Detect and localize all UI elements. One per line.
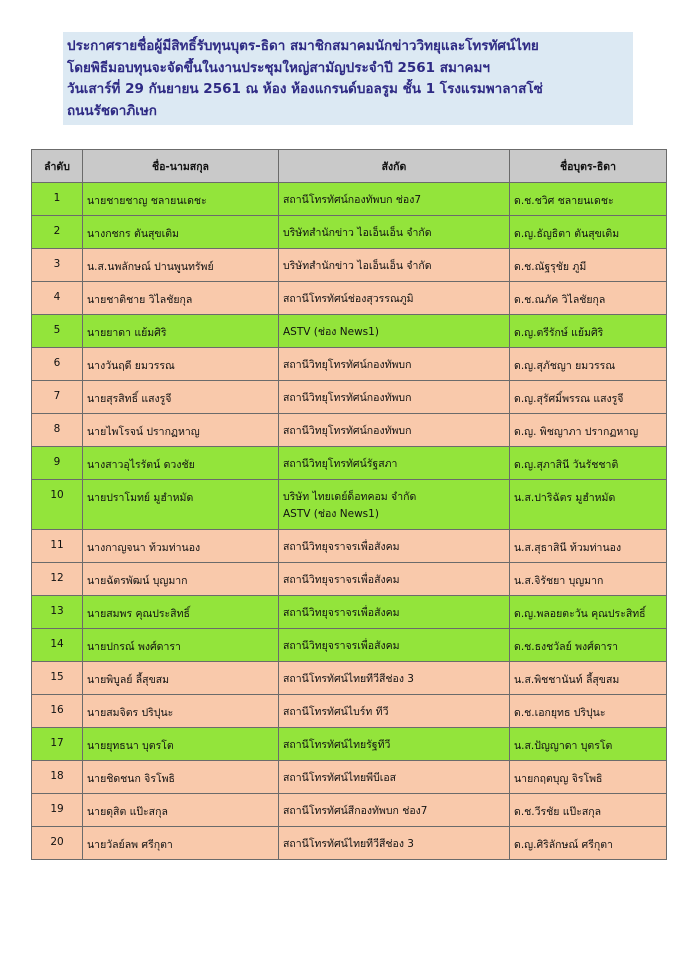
table-row — [32, 183, 667, 216]
affiliation-line: สถานีวิทยุจราจรเพื่อสังคม — [283, 574, 400, 586]
table-row — [32, 447, 667, 480]
row-child-name: น.ส.จิรัชยา บุญมาก — [510, 563, 667, 596]
table-row — [32, 596, 667, 629]
table-body — [32, 183, 667, 860]
row-member-name: นายชิดชนก จิรโพธิ — [83, 761, 279, 794]
affiliation-line: สถานีโทรทัศน์ไทยพีบีเอส — [283, 772, 397, 784]
row-member-name: นายชาติชาย วิไลชัยกุล — [83, 282, 279, 315]
row-child-name: ด.ญ.ธัญธิตา ตันสุขเติม — [510, 216, 667, 249]
row-child-name: ด.ช.ธงชวัลย์ พงศ์ดารา — [510, 629, 667, 662]
affiliation-line: สถานีวิทยุจราจรเพื่อสังคม — [283, 541, 400, 553]
row-order-number: 20 — [32, 827, 83, 860]
row-child-name: นายกฤตบุญ จิรโพธิ — [510, 761, 667, 794]
row-affiliation — [279, 695, 510, 728]
row-child-name: ด.ญ.สุรัศมิ์พรรณ แสงรูจี — [510, 381, 667, 414]
row-order-number: 3 — [32, 249, 83, 282]
row-order-number: 12 — [32, 563, 83, 596]
announcement-header — [63, 32, 633, 125]
row-affiliation — [279, 794, 510, 827]
table-row — [32, 563, 667, 596]
header-line-1: ประกาศรายชื่อผู้มีสิทธิ์รับทุนบุตร-ธิดา สมาชิกสมาคมนักข่าววิทยุและโทรทัศน์ไทย — [67, 38, 539, 54]
affiliation-line: สถานีโทรทัศน์ไทยทีวีสีช่อง 3 — [283, 838, 414, 850]
row-member-name: นายวัลย์ลพ ศรีกุตา — [83, 827, 279, 860]
row-member-name: นางวันฤดี ยมวรรณ — [83, 348, 279, 381]
row-member-name: นายชายชาญ ชลายนเดชะ — [83, 183, 279, 216]
row-child-name: ด.ญ.ตรีรักษ์ แย้มศิริ — [510, 315, 667, 348]
row-affiliation — [279, 662, 510, 695]
row-member-name: นายยุทธนา บุตรโต — [83, 728, 279, 761]
row-order-number: 19 — [32, 794, 83, 827]
row-member-name: น.ส.นพลักษณ์ ปานพูนทรัพย์ — [83, 249, 279, 282]
row-child-name: ด.ช.เอกยุทธ ปริปุนะ — [510, 695, 667, 728]
table-row — [32, 827, 667, 860]
row-affiliation — [279, 728, 510, 761]
row-order-number: 9 — [32, 447, 83, 480]
affiliation-line: สถานีโทรทัศน์กองทัพบก ช่อง7 — [283, 194, 422, 206]
affiliation-line: สถานีโทรทัศน์ไทยรัฐทีวี — [283, 739, 391, 751]
row-affiliation — [279, 183, 510, 216]
row-member-name: นายพิบูลย์ ลี้สุขสม — [83, 662, 279, 695]
table-row — [32, 728, 667, 761]
affiliation-line: สถานีวิทยุโทรทัศน์กองทัพบก — [283, 392, 412, 404]
table-row — [32, 662, 667, 695]
table-row — [32, 480, 667, 530]
header-line-3: วันเสาร์ที่ 29 กันยายน 2561 ณ ห้อง ห้องแกรนด์บอลรูม ชั้น 1 โรงแรมพาลาสโซ่ — [67, 81, 543, 97]
table-row — [32, 249, 667, 282]
row-member-name: นายสมจิตร ปริปุนะ — [83, 695, 279, 728]
column-header-order: ลำดับ — [32, 150, 83, 183]
row-affiliation — [279, 827, 510, 860]
row-order-number: 2 — [32, 216, 83, 249]
table-row — [32, 348, 667, 381]
row-affiliation — [279, 414, 510, 447]
row-member-name: นายไพโรจน์ ปรากฏหาญ — [83, 414, 279, 447]
row-affiliation — [279, 381, 510, 414]
affiliation-line: สถานีวิทยุโทรทัศน์กองทัพบก — [283, 425, 412, 437]
header-line-4: ถนนรัชดาภิเษก — [67, 102, 157, 119]
row-child-name: ด.ญ.สุภัชญา ยมวรรณ — [510, 348, 667, 381]
row-member-name: นายปกรณ์ พงศ์ดารา — [83, 629, 279, 662]
row-affiliation — [279, 530, 510, 563]
affiliation-line: สถานีวิทยุโทรทัศน์กองทัพบก — [283, 359, 412, 371]
row-order-number: 16 — [32, 695, 83, 728]
row-affiliation — [279, 282, 510, 315]
table-row — [32, 794, 667, 827]
row-order-number: 6 — [32, 348, 83, 381]
affiliation-line: บริษัท ไทยเดย์ด็อทคอม จำกัด — [283, 491, 417, 503]
row-affiliation — [279, 563, 510, 596]
table-row — [32, 761, 667, 794]
header-line-2: โดยพิธีมอบทุนจะจัดขึ้นในงานประชุมใหญ่สามัญประจำปี 2561 สมาคมฯ — [67, 59, 490, 76]
row-child-name: ด.ช.วีรชัย แป๊ะสกุล — [510, 794, 667, 827]
row-member-name: นายสมพร คุณประสิทธิ์ — [83, 596, 279, 629]
row-child-name: ด.ญ.สุภาสินี วันรัชชาติ — [510, 447, 667, 480]
row-affiliation — [279, 315, 510, 348]
row-member-name: นายดุสิต แป๊ะสกุล — [83, 794, 279, 827]
table-row — [32, 216, 667, 249]
row-order-number: 8 — [32, 414, 83, 447]
table-row — [32, 695, 667, 728]
row-member-name: นายปราโมทย์ มูฮำหมัด — [83, 480, 279, 530]
row-child-name: ด.ญ.ศิริลักษณ์ ศรีกุตา — [510, 827, 667, 860]
table-row — [32, 629, 667, 662]
row-order-number: 14 — [32, 629, 83, 662]
row-order-number: 4 — [32, 282, 83, 315]
affiliation-line: สถานีวิทยุจราจรเพื่อสังคม — [283, 640, 400, 652]
row-affiliation — [279, 249, 510, 282]
affiliation-line: ASTV (ช่อง News1) — [283, 326, 379, 338]
row-affiliation — [279, 480, 510, 530]
column-header-affiliation: สังกัด — [279, 150, 510, 183]
affiliation-line: สถานีโทรทัศน์ไบร์ท ทีวี — [283, 706, 389, 718]
row-order-number: 13 — [32, 596, 83, 629]
row-order-number: 5 — [32, 315, 83, 348]
affiliation-line: บริษัทสำนักข่าว ไอเอ็นเอ็น จำกัด — [283, 227, 432, 239]
table-row — [32, 282, 667, 315]
table-row — [32, 530, 667, 563]
row-child-name: น.ส.พิชชานันท์ ลี้สุขสม — [510, 662, 667, 695]
row-order-number: 7 — [32, 381, 83, 414]
row-child-name: ด.ช.ณัฐรุชัย ภูมี — [510, 249, 667, 282]
row-affiliation — [279, 216, 510, 249]
row-child-name: ด.ช.ณภัค วิไลชัยกุล — [510, 282, 667, 315]
column-header-child-name: ชื่อบุตร-ธิดา — [510, 150, 667, 183]
row-order-number: 15 — [32, 662, 83, 695]
table-header-row — [32, 150, 667, 183]
row-member-name: นายสุรสิทธิ์ แสงรูจี — [83, 381, 279, 414]
row-affiliation — [279, 348, 510, 381]
affiliation-line: ASTV (ช่อง News1) — [283, 508, 379, 520]
column-header-name: ชื่อ-นามสกุล — [83, 150, 279, 183]
row-order-number: 17 — [32, 728, 83, 761]
affiliation-line: สถานีวิทยุจราจรเพื่อสังคม — [283, 607, 400, 619]
scholarship-table — [31, 149, 667, 860]
row-order-number: 18 — [32, 761, 83, 794]
table-row — [32, 315, 667, 348]
row-member-name: นายฉัตรพัฒน์ บุญมาก — [83, 563, 279, 596]
row-affiliation — [279, 596, 510, 629]
row-member-name: นางกชกร ตันสุขเติม — [83, 216, 279, 249]
row-affiliation — [279, 629, 510, 662]
row-order-number: 1 — [32, 183, 83, 216]
row-child-name: น.ส.สุธาสินี ท้วมท่านอง — [510, 530, 667, 563]
affiliation-line: สถานีวิทยุโทรทัศน์รัฐสภา — [283, 458, 398, 470]
affiliation-line: สถานีโทรทัศน์ไทยทีวีสีช่อง 3 — [283, 673, 414, 685]
row-affiliation — [279, 447, 510, 480]
row-child-name: น.ส.ปาริฉัตร มูฮำหมัด — [510, 480, 667, 530]
row-member-name: นางกาญจนา ท้วมท่านอง — [83, 530, 279, 563]
row-order-number: 10 — [32, 480, 83, 530]
affiliation-line: สถานีโทรทัศน์ช่องสุวรรณภูมิ — [283, 293, 414, 305]
row-child-name: น.ส.ปัญญาดา บุตรโต — [510, 728, 667, 761]
row-affiliation — [279, 761, 510, 794]
row-child-name: ด.ญ.พลอยตะวัน คุณประสิทธิ์ — [510, 596, 667, 629]
row-member-name: นางสาวอุไรรัตน์ ดวงชัย — [83, 447, 279, 480]
row-child-name: ด.ญ. พิชญาภา ปรากฏหาญ — [510, 414, 667, 447]
affiliation-line: บริษัทสำนักข่าว ไอเอ็นเอ็น จำกัด — [283, 260, 432, 272]
row-member-name: นายยาดา แย้มศิริ — [83, 315, 279, 348]
affiliation-line: สถานีโทรทัศน์สีกองทัพบก ช่อง7 — [283, 805, 428, 817]
table-row — [32, 414, 667, 447]
row-child-name: ด.ช.ชวิศ ชลายนเดชะ — [510, 183, 667, 216]
row-order-number: 11 — [32, 530, 83, 563]
table-row — [32, 381, 667, 414]
